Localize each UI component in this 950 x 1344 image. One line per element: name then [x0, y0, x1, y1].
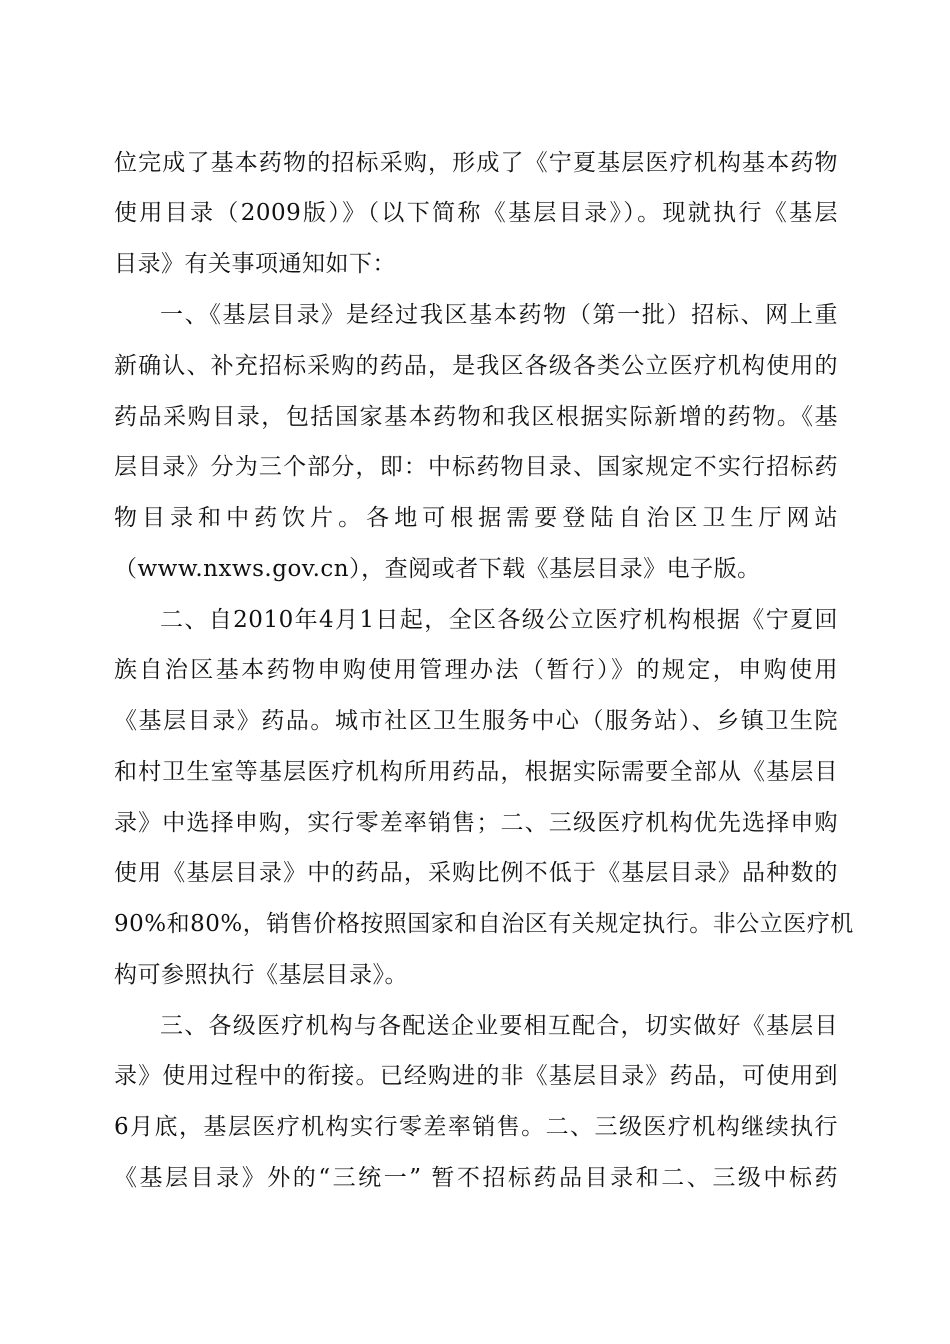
text-line: 6月底，基层医疗机构实行零差率销售。二、三级医疗机构继续执行: [114, 1114, 838, 1140]
text-line: 族自治区基本药物申购使用管理办法（暂行）》的规定，申购使用: [114, 657, 838, 683]
text-line: 使用《基层目录》中的药品，采购比例不低于《基层目录》品种数的: [114, 860, 838, 886]
text-line: 构可参照执行《基层目录》。: [114, 962, 408, 988]
text-line: 90%和80%，销售价格按照国家和自治区有关规定执行。非公立医疗机: [114, 911, 854, 937]
paragraph-1-start: 一、《基层目录》是经过我区基本药物（第一批）招标、网上重: [160, 302, 838, 328]
text-line: 录》使用过程中的衔接。已经购进的非《基层目录》药品，可使用到: [114, 1063, 838, 1089]
paragraph-2-start: 二、自2010年4月1日起，全区各级公立医疗机构根据《宁夏回: [160, 607, 838, 633]
text-line: 物目录和中药饮片。各地可根据需要登陆自治区卫生厅网站: [114, 505, 838, 531]
text-line: 使用目录（2009版）》（以下简称《基层目录》）。现就执行《基层: [114, 200, 838, 226]
text-line: 新确认、补充招标采购的药品，是我区各级各类公立医疗机构使用的: [114, 353, 838, 379]
text-line: 药品采购目录，包括国家基本药物和我区根据实际新增的药物。《基: [114, 404, 838, 430]
text-line: 录》中选择申购，实行零差率销售；二、三级医疗机构优先选择申购: [114, 810, 838, 836]
paragraph-3-start: 三、各级医疗机构与各配送企业要相互配合，切实做好《基层目: [160, 1013, 838, 1039]
text-line: 《基层目录》药品。城市社区卫生服务中心（服务站）、乡镇卫生院: [114, 708, 838, 734]
text-line: 目录》有关事项通知如下：: [114, 251, 396, 277]
text-line: （www.nxws.gov.cn），查阅或者下载《基层目录》电子版。: [114, 556, 761, 582]
text-line: 和村卫生室等基层医疗机构所用药品，根据实际需要全部从《基层目: [114, 759, 838, 785]
text-line: 层目录》分为三个部分，即：中标药物目录、国家规定不实行招标药: [114, 454, 838, 480]
text-line: 《基层目录》外的“三统一” 暂不招标药品目录和二、三级中标药: [114, 1165, 838, 1191]
text-line: 位完成了基本药物的招标采购，形成了《宁夏基层医疗机构基本药物: [114, 150, 838, 176]
